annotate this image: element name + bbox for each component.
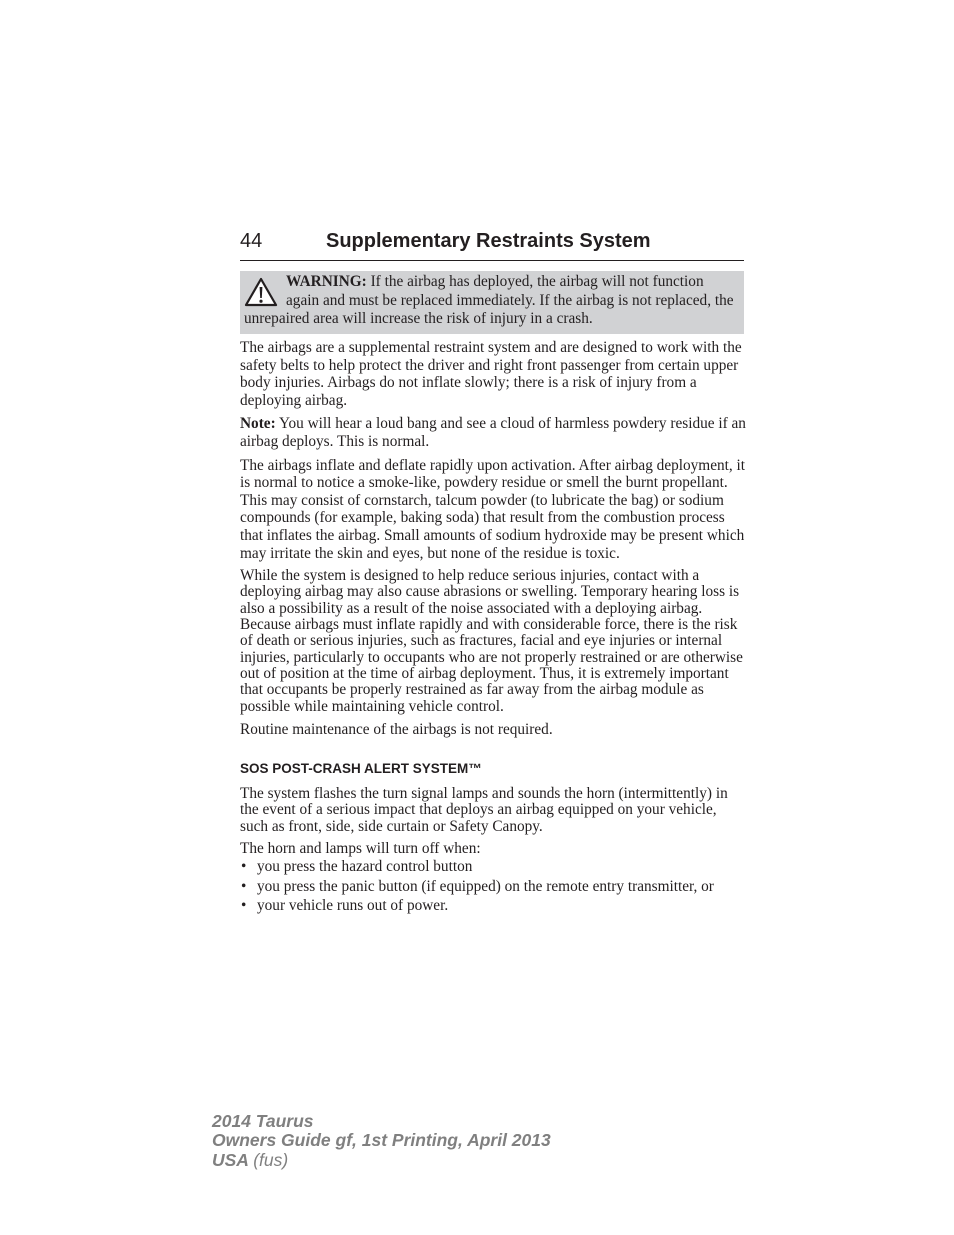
footer-printing: Owners Guide gf, 1st Printing, April 2013 [212, 1130, 551, 1151]
note-label: Note: [240, 415, 276, 433]
paragraph-airbag-intro: The airbags are a supplemental restraint system and are designed to work with the safety belts to help protect the driver and right front passenger from certain upper body injuries. Airbags do not inflate slowly; there is a risk of injury from a deploying airbag. [240, 339, 742, 409]
warning-triangle-icon [244, 277, 278, 307]
paragraph-injury-risk: While the system is designed to help reduce serious injuries, contact with a deploying airbag may also cause abrasions or swelling. Temporary hearing loss is also a possibility as a result of the noise associated with a deploying airbag. Because airbags must inflate rapidly and with considerable force, there is the risk of death or serious injuries, such as fractures, facial and eye injuries or internal injuries, particularly to occupants who are not properly restrained or are otherwise out of position at the time of airbag deployment. Thus, it is extremely important that occupants be properly restrained as far away from the airbag module as possible while maintaining vehicle control. [240, 567, 743, 715]
section-title: Supplementary Restraints System [326, 230, 651, 252]
footer-region [212, 1151, 551, 1170]
note-text: You will hear a loud bang and see a cloud of harmless powdery residue if an airbag deploys. This is normal. [240, 415, 746, 450]
footer-region-code: USA [212, 1149, 249, 1170]
page-header [240, 228, 744, 261]
list-item: • you press the hazard control button [240, 859, 746, 876]
subheading-sos: SOS POST-CRASH ALERT SYSTEM™ [240, 761, 482, 777]
main-content [240, 339, 746, 918]
list-item: • you press the panic button (if equipped) on the remote entry transmitter, or [240, 879, 746, 896]
turn-off-list [240, 859, 746, 915]
footer-model: 2014 Taurus [212, 1111, 314, 1131]
paragraph-residue: The airbags inflate and deflate rapidly upon activation. After airbag deployment, it is normal to notice a smoke-like, powdery residue or smell the burnt propellant. This may consist of cornstarch, talcum powder (to lubricate the bag) or sodium compounds (for example, baking soda) that result from the combustion process that inflates the airbag. Small amounts of sodium hydroxide may be present which may irritate the skin and eyes, but none of the residue is toxic. [240, 456, 746, 562]
warning-label: WARNING: [286, 273, 367, 290]
warning-text: If the airbag has deployed, the airbag will not function again and must be replaced immediately. If the airbag is not replaced, the unrepaired area will increase the risk of injury in a crash. [244, 273, 734, 328]
page-number: 44 [240, 230, 263, 252]
page-footer [212, 1112, 551, 1170]
paragraph-sos-description: The system flashes the turn signal lamps and sounds the horn (intermittently) in the event of a serious impact that deploys an airbag equipped on your vehicle, such as front, side, side curtain or Safety Canopy. [240, 784, 728, 835]
paragraph-turn-off: The horn and lamps will turn off when: [240, 839, 481, 857]
footer-region-suffix: (fus) [253, 1149, 289, 1170]
note-paragraph [240, 415, 746, 450]
warning-box [240, 271, 744, 334]
paragraph-maintenance: Routine maintenance of the airbags is not required. [240, 720, 553, 738]
list-item: • your vehicle runs out of power. [240, 898, 746, 915]
